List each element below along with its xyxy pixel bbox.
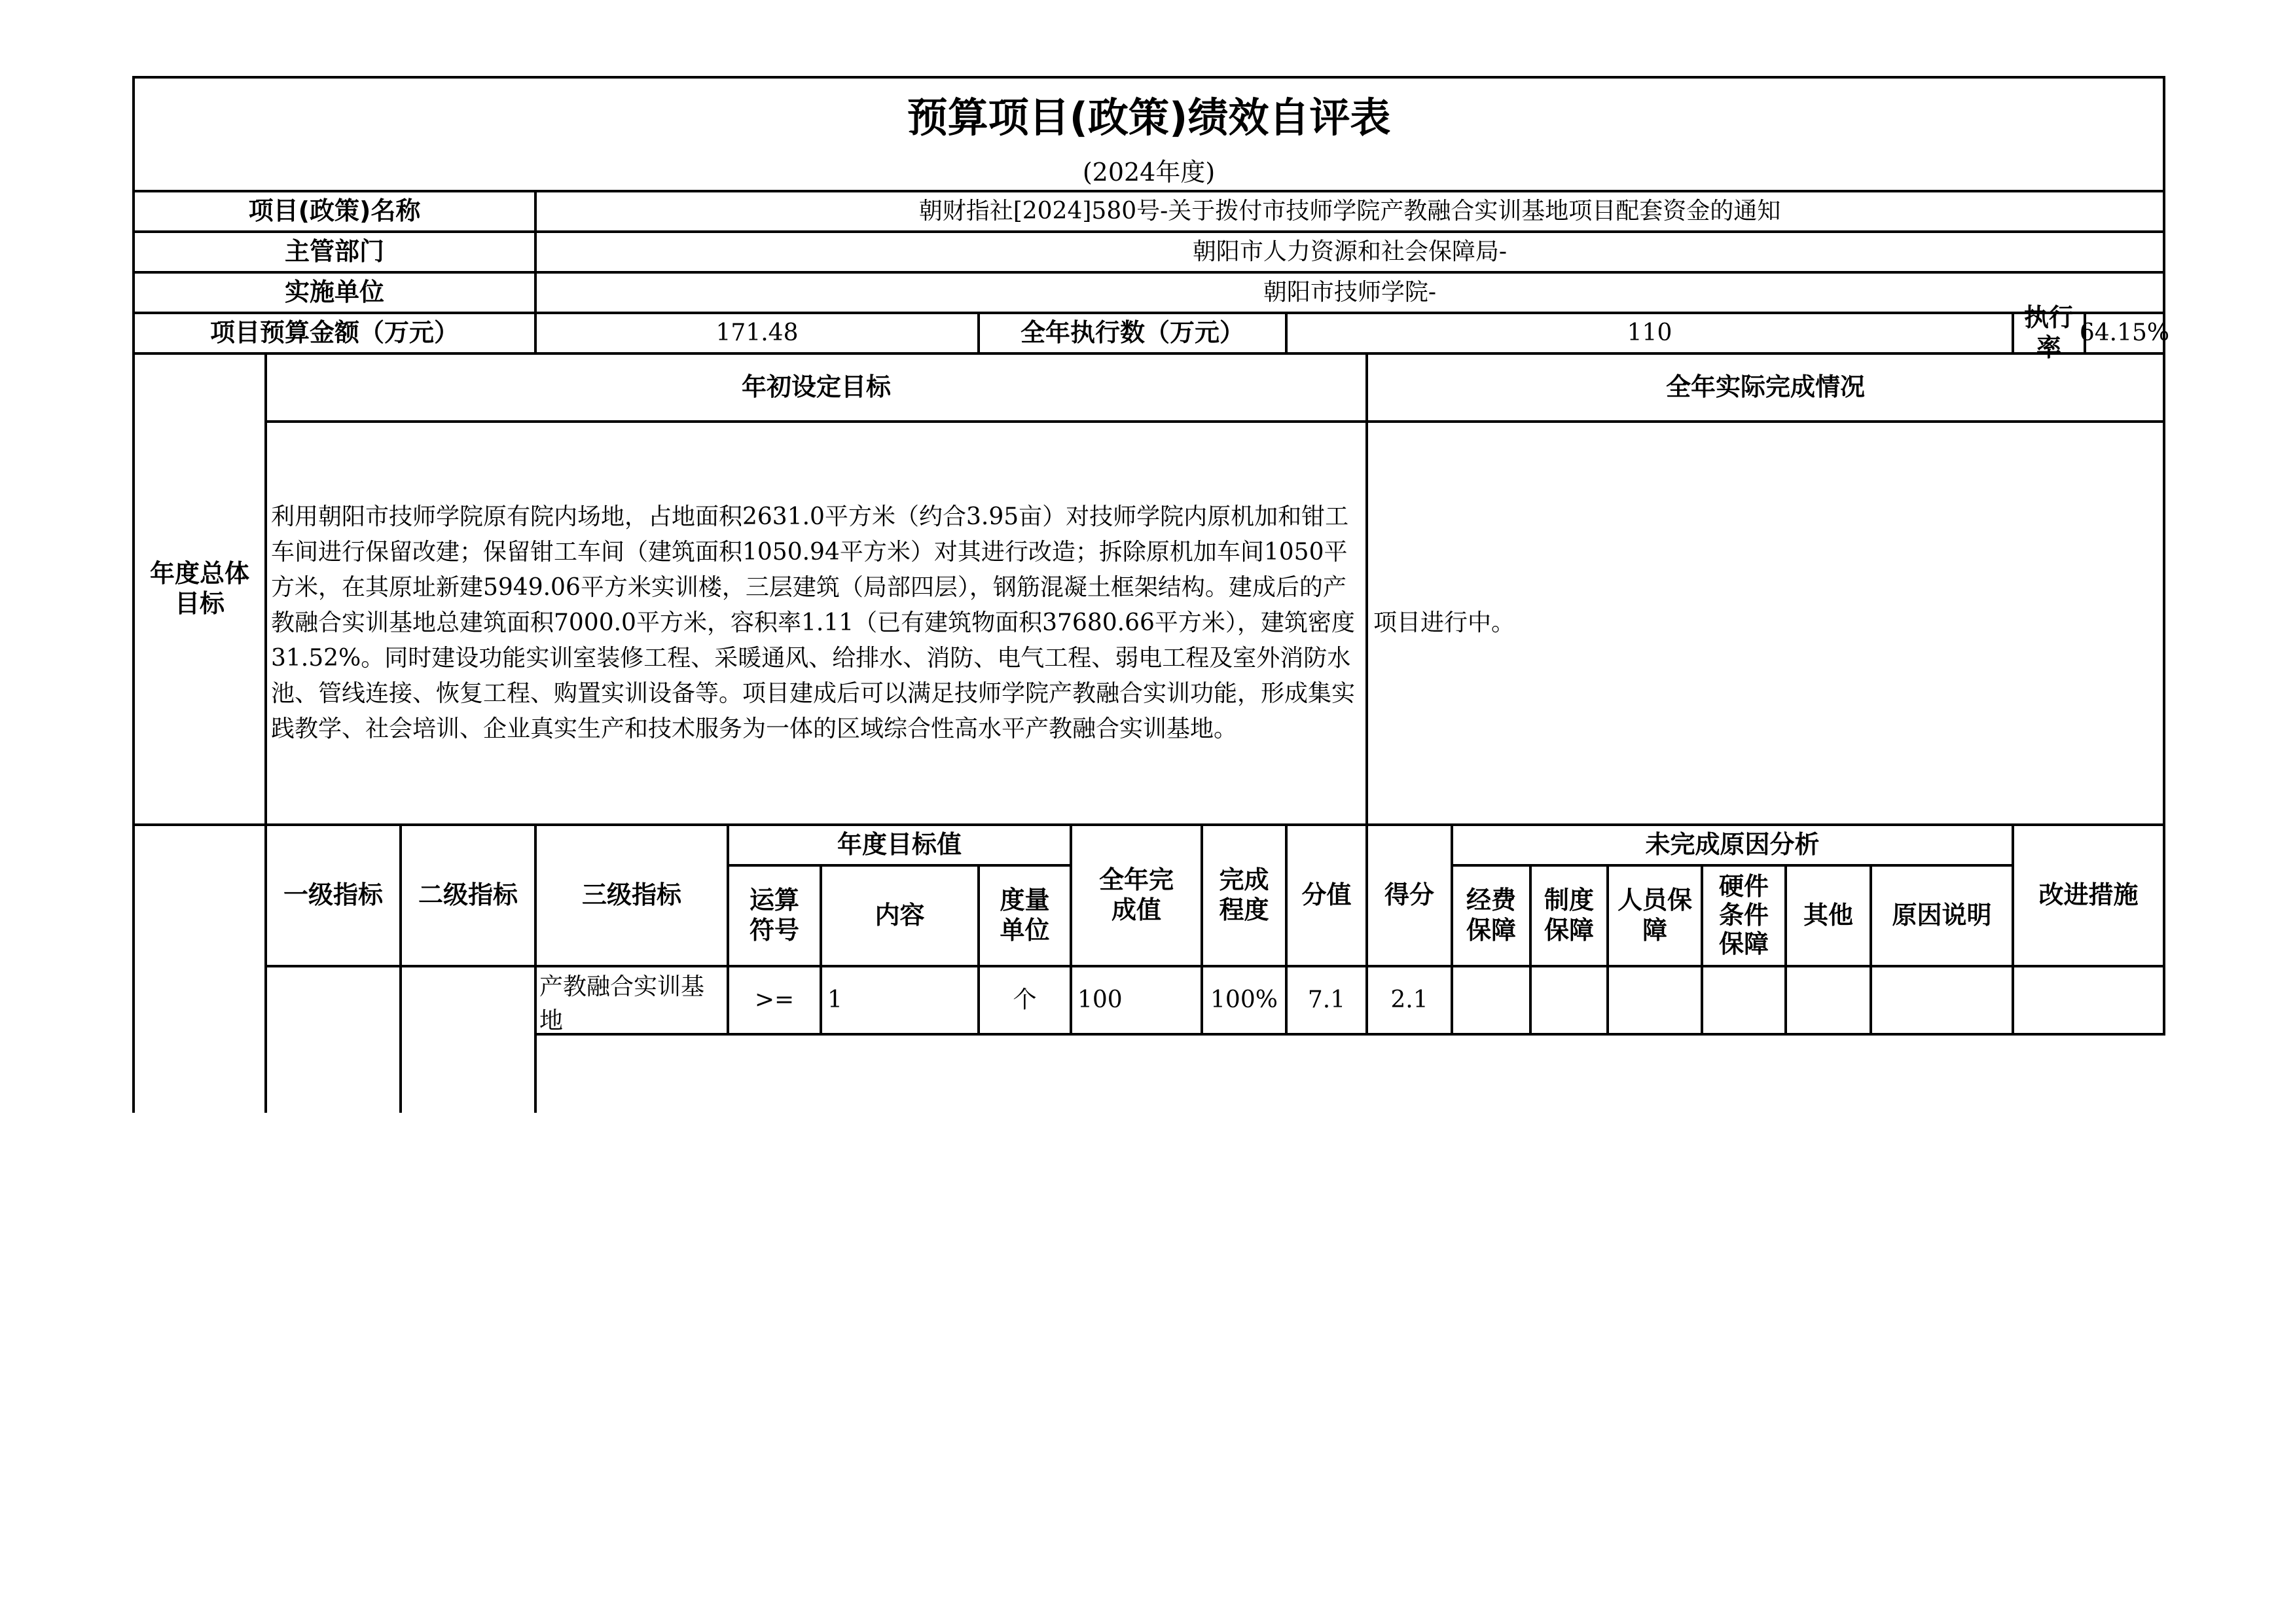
budget-label: 项目预算金额（万元）	[132, 314, 537, 355]
header-unit: 度量单位	[980, 867, 1072, 967]
table-row-unit-cell: 个	[980, 967, 1072, 1036]
header-level3: 三级指标	[537, 826, 729, 967]
table-row-improvement-cell	[2014, 967, 2165, 1036]
header-staff: 人员保障	[1609, 867, 1703, 967]
table-row-level3-cell: 产教融合实训基地	[537, 967, 729, 1036]
rate-value: 64.15%	[2086, 314, 2165, 355]
evaluation-table	[132, 76, 2170, 1113]
table-row-content-cell: 1	[822, 967, 980, 1036]
table-row-system-cell	[1532, 967, 1609, 1036]
table-row-score-cell: 2.1	[1368, 967, 1453, 1036]
table-row-annual-value-cell: 100	[1072, 967, 1203, 1036]
header-system: 制度保障	[1532, 867, 1609, 967]
header-annual-value: 全年完成值	[1072, 826, 1203, 967]
header-hardware: 硬件条件保障	[1703, 867, 1787, 967]
header-improvement: 改进措施	[2014, 826, 2165, 967]
unit-label: 实施单位	[132, 274, 537, 314]
actual-result-text: 项目进行中。	[1368, 423, 2165, 826]
header-score-value: 分值	[1288, 826, 1368, 967]
rate-label: 执行率	[2014, 314, 2086, 355]
actual-result-header: 全年实际完成情况	[1368, 355, 2165, 423]
header-other: 其他	[1787, 867, 1872, 967]
header-target-group: 年度目标值	[729, 826, 1072, 867]
executed-label: 全年执行数（万元）	[980, 314, 1288, 355]
indicators-row-label	[132, 826, 267, 1113]
budget-value: 171.48	[537, 314, 980, 355]
table-row-score-value-cell: 7.1	[1288, 967, 1368, 1036]
table-row-funding-cell	[1453, 967, 1532, 1036]
header-reason-note: 原因说明	[1872, 867, 2014, 967]
table-row-hardware-cell	[1703, 967, 1787, 1036]
header-content: 内容	[822, 867, 980, 967]
dept-label: 主管部门	[132, 233, 537, 274]
page-title: 预算项目(政策)绩效自评表	[132, 76, 2165, 149]
table-row-completion-cell: 100%	[1203, 967, 1288, 1036]
dept-value: 朝阳市人力资源和社会保障局-	[537, 233, 2165, 274]
table-continuation-line	[534, 1036, 537, 1045]
header-score: 得分	[1368, 826, 1453, 967]
table-row-staff-cell	[1609, 967, 1703, 1036]
header-operator: 运算符号	[729, 867, 822, 967]
page-subtitle: (2024年度)	[132, 149, 2165, 192]
project-name-value: 朝财指社[2024]580号-关于拨付市技师学院产教融合实训基地项目配套资金的通知	[537, 192, 2165, 233]
initial-goal-text: 利用朝阳市技师学院原有院内场地，占地面积2631.0平方米（约合3.95亩）对技师学院内原机加和钳工车间进行保留改建；保留钳工车间（建筑面积1050.94平方米）对其进行改造；拆除原机加车间1050平方米，在其原址新建5949.06平方米实训楼，三层建筑（局部四层），钢筋混凝土框架结构。建成后的产教融合实训基地总建筑面积7000.0平方米，容积率1.11（已有建筑物面积37680.66平方米），建筑密度31.52%。同时建设功能实训室装修工程、采暖通风、给排水、消防、电气工程、弱电工程及室外消防水池、管线连接、恢复工程、购置实训设备等。项目建成后可以满足技师学院产教融合实训功能，形成集实践教学、社会培训、企业真实生产和技术服务为一体的区域综合性高水平产教融合实训基地。	[267, 423, 1368, 826]
table-row-other-cell	[1787, 967, 1872, 1036]
unit-value: 朝阳市技师学院-	[537, 274, 2165, 314]
executed-value: 110	[1288, 314, 2014, 355]
header-completion: 完成程度	[1203, 826, 1288, 967]
table-row-operator-cell: >=	[729, 967, 822, 1036]
initial-goal-header: 年初设定目标	[267, 355, 1368, 423]
header-funding: 经费保障	[1453, 867, 1532, 967]
table-row-reason-note-cell	[1872, 967, 2014, 1036]
table-row-level1-cell	[267, 967, 402, 1113]
header-reason-group: 未完成原因分析	[1453, 826, 2014, 867]
header-level2: 二级指标	[402, 826, 537, 967]
project-name-label: 项目(政策)名称	[132, 192, 537, 233]
header-level1: 一级指标	[267, 826, 402, 967]
table-row-level2-cell	[402, 967, 537, 1113]
annual-goal-row-label: 年度总体目标	[132, 355, 267, 826]
